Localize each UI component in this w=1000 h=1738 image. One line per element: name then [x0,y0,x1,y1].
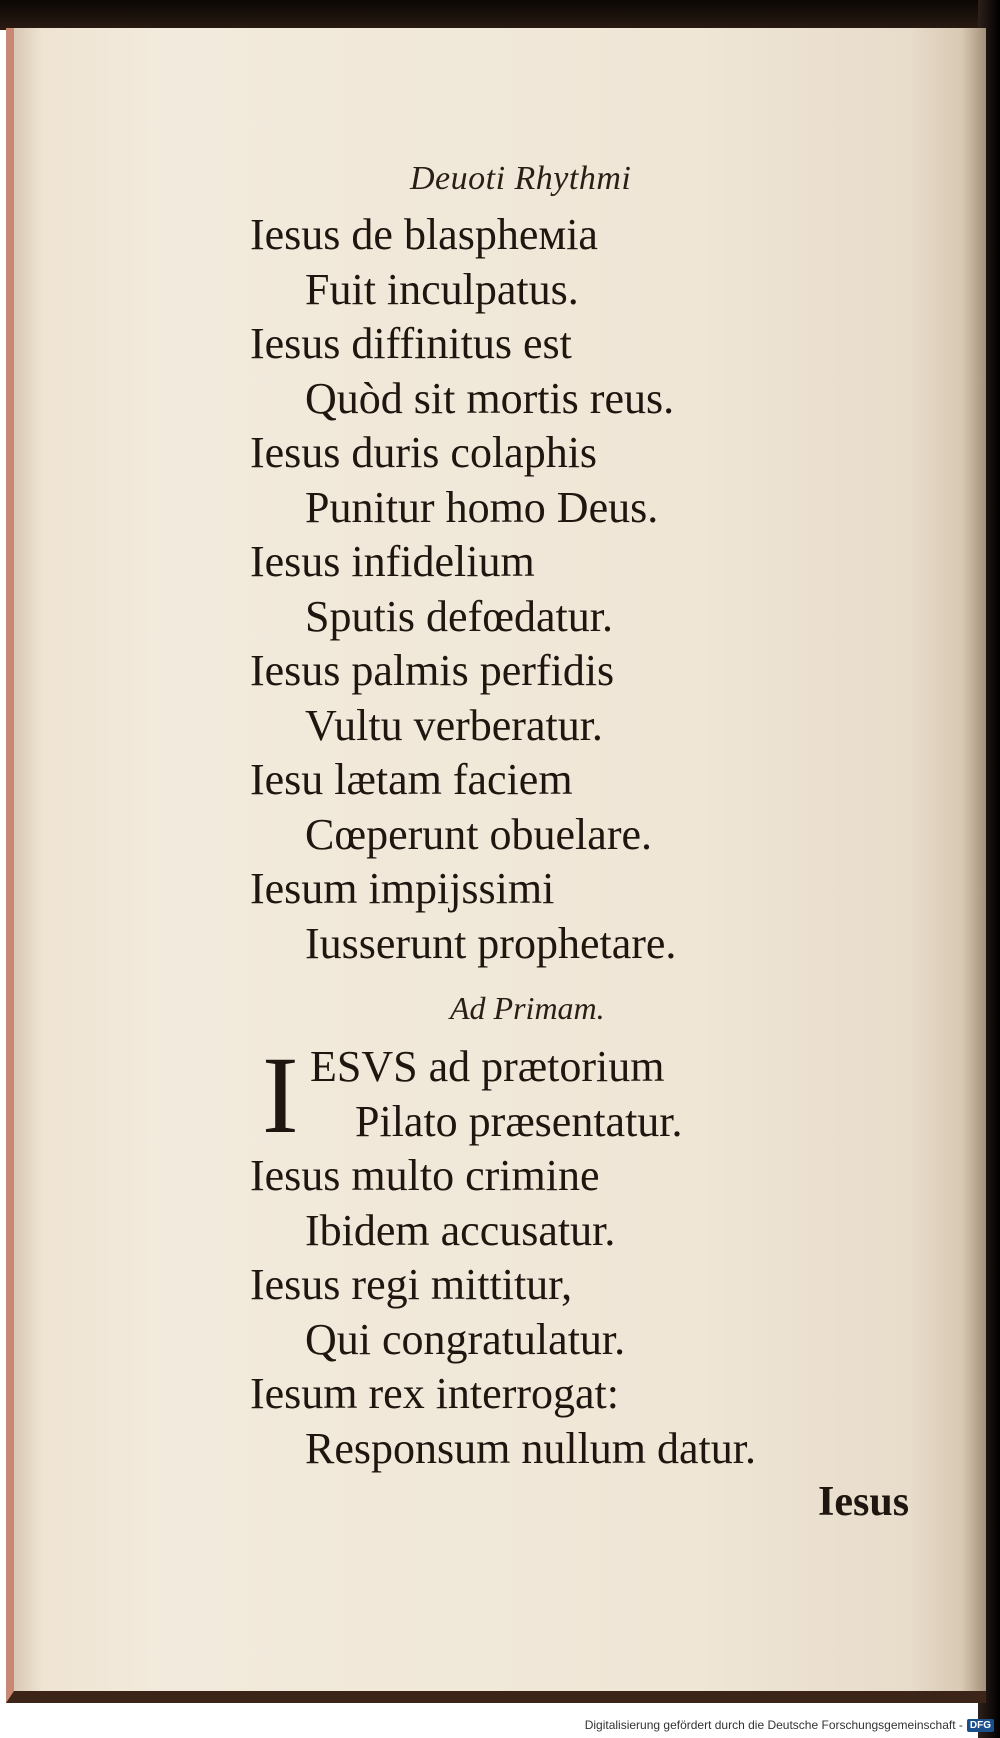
verse-line: Cœperunt obuelare. [305,809,652,859]
verse-block-2 [250,1034,950,1476]
verse-line: Iesus de blaspheмia [250,210,598,259]
verse-line: Iesus infidelium [250,537,535,586]
catchword: Iesus [818,1479,910,1525]
verse-line: Pilato præsentatur. [355,1096,683,1146]
verse-line: Iesum rex interrogat: [250,1369,619,1418]
verse-line: Quòd sit mortis reus. [305,373,675,423]
footer-credit [585,1718,994,1732]
book-edge-top [0,0,1000,30]
section-subheading: Ad Primam. [450,990,605,1026]
dfg-logo: DFG [967,1719,994,1732]
verse-line: Iesus regi mittitur, [250,1260,573,1309]
verse-line: Vultu verberatur. [305,700,603,750]
verse-line: ESVS ad prætorium [310,1042,665,1091]
verse-line: Fuit inculpatus. [305,264,579,314]
footer-text: Digitalisierung gefördert durch die Deutsche Forschungsgemeinschaft - [584,1718,963,1732]
verse-line: Punitur homo Deus. [305,482,659,532]
verse-line: Iesum impijssimi [250,864,555,913]
verse-line: Iesu lætam faciem [250,755,573,804]
verse-block-1 [250,208,950,971]
verse-line: Responsum nullum datur. [305,1423,756,1473]
verse-line: Ibidem accusatur. [305,1205,616,1255]
drop-capital: I [262,1034,299,1156]
verse-line: Qui congratulatur. [305,1314,626,1364]
verse-line: Sputis defœdatur. [305,591,613,641]
verse-line: Iesus multo crimine [250,1151,600,1200]
running-header: Deuoti Rhythmi [410,160,632,197]
verse-line: Iusserunt prophetare. [305,918,677,968]
verse-line: Iesus palmis perfidis [250,646,615,695]
verse-line: Iesus diffinitus est [250,319,572,368]
verse-line: Iesus duris colaphis [250,428,598,477]
